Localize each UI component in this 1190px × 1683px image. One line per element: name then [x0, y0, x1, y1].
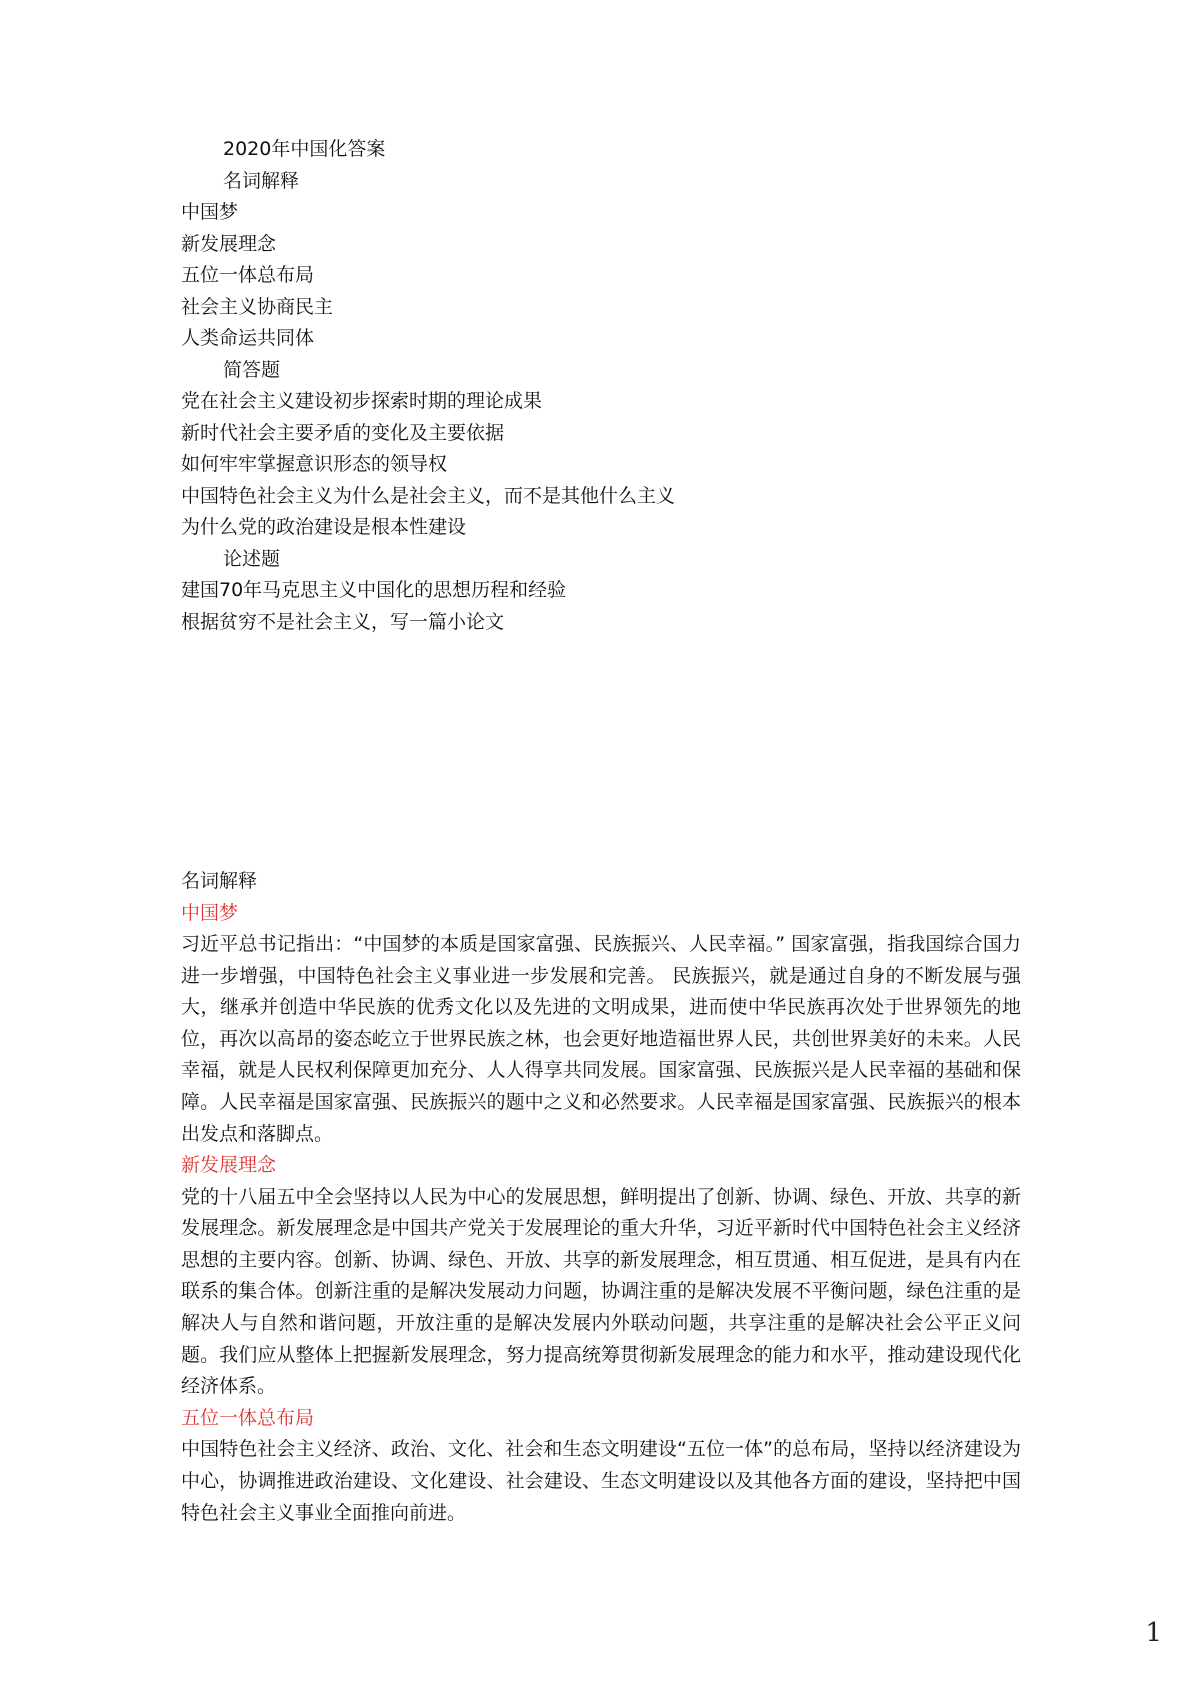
document-title: 2020年中国化答案 [223, 138, 386, 160]
page-number: 1 [1145, 1618, 1162, 1648]
essay-question-item: 建国70年马克思主义中国化的思想历程和经验 [181, 579, 567, 601]
section-heading-essay: 论述题 [223, 547, 281, 570]
answer-paragraph: 习近平总书记指出：“中国梦的本质是国家富强、民族振兴、人民幸福。” 国家富强，指我国综合国力进一步增强，中国特色社会主义事业进一步发展和完善。 民族振兴，就是通过自身的不断发展与强大，继承并创造中华民族的优秀文化以及先进的文明成果，进而使中华民族再次处于世界领先的地位，再次以高昂的姿态屹立于世界民族之林，也会更好地造福世界人民，共创世界美好的未来。人民幸福，就是人民权利保障更加充分、人人得享共同发展。国家富强、民族振兴是人民幸福的基础和保障。人民幸福是国家富强、民族振兴的题中之义和必然要求。人民幸福是国家富强、民族振兴的根本出发点和落脚点。 [181, 933, 1021, 1145]
essay-question-item: 根据贫穷不是社会主义，写一篇小论文 [181, 610, 505, 633]
term-item: 中国梦 [181, 201, 239, 223]
short-question-item: 为什么党的政治建设是根本性建设 [181, 516, 467, 538]
answers-section [181, 866, 1021, 1529]
term-item: 社会主义协商民主 [181, 295, 334, 318]
answer-term-heading: 中国梦 [181, 901, 239, 924]
answer-paragraph: 中国特色社会主义经济、政治、文化、社会和生态文明建设“五位一体”的总布局，坚持以经济建设为中心，协调推进政治建设、文化建设、社会建设、生态文明建设以及其他各方面的建设，坚持把中国特色社会主义事业全面推向前进。 [181, 1438, 1021, 1524]
term-item: 新发展理念 [181, 232, 277, 255]
section-heading-short: 简答题 [223, 358, 281, 381]
term-item: 五位一体总布局 [181, 264, 315, 286]
answer-term-heading: 五位一体总布局 [181, 1406, 315, 1429]
short-question-item: 党在社会主义建设初步探索时期的理论成果 [181, 390, 543, 412]
short-question-item: 中国特色社会主义为什么是社会主义，而不是其他什么主义 [181, 484, 676, 507]
outline-section [181, 134, 1021, 638]
answers-heading: 名词解释 [181, 870, 258, 892]
short-question-item: 如何牢牢掌握意识形态的领导权 [181, 453, 448, 475]
term-item: 人类命运共同体 [181, 327, 315, 349]
section-heading-terms: 名词解释 [223, 169, 300, 192]
answer-paragraph: 党的十八届五中全会坚持以人民为中心的发展思想，鲜明提出了创新、协调、绿色、开放、共享的新发展理念。新发展理念是中国共产党关于发展理论的重大升华，习近平新时代中国特色社会主义经济思想的主要内容。创新、协调、绿色、开放、共享的新发展理念，相互贯通、相互促进，是具有内在联系的集合体。创新注重的是解决发展动力问题，协调注重的是解决发展不平衡问题，绿色注重的是解决人与自然和谐问题，开放注重的是解决发展内外联动问题，共享注重的是解决社会公平正义问题。我们应从整体上把握新发展理念，努力提高统筹贯彻新发展理念的能力和水平，推动建设现代化经济体系。 [181, 1185, 1021, 1398]
answer-term-heading: 新发展理念 [181, 1154, 277, 1177]
short-question-item: 新时代社会主要矛盾的变化及主要依据 [181, 421, 505, 444]
